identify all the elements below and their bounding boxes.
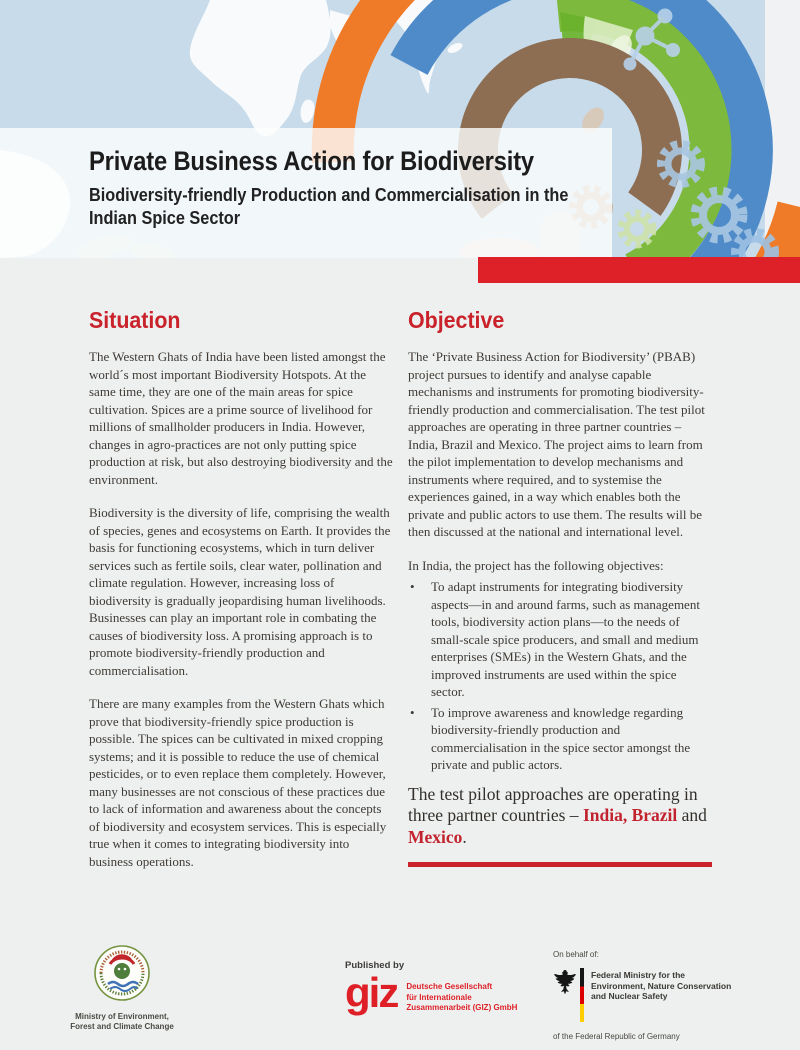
situation-text (89, 348, 393, 870)
objective-bullet-list (408, 578, 712, 774)
section-objective (408, 307, 712, 867)
objective-bullet: • To adapt instruments for integrating biodiversity aspects—in and around farms, such as management tools, biodiversity action plans—to the needs of small-scale spice producers, and small and medium enterprises (SMEs) in the Western Ghats, and the improved instruments are used within the spice sector. (408, 578, 712, 701)
objective-bullet: • To improve awareness and knowledge regarding biodiversity-friendly production and commercialisation in the spice sector amongst the private and public actors. (408, 704, 712, 774)
objective-paragraph: The ‘Private Business Action for Biodiversity’ (PBAB) project pursues to identify and analyse capable mechanisms and instruments for promoting biodiversity-friendly production and commercialisation. The test pilot approaches are operating in three partner countries – India, Brazil and Mexico. The project aims to learn from the pilot implementation to develop mechanisms and instruments where required, and to systemise the experiences gained, in a way which enables both the private and public actors to use them. The results will be then discussed at the national and international level. (408, 349, 705, 539)
footer-publisher-block (345, 960, 517, 1014)
objective-list-intro: In India, the project has the following objectives: (408, 557, 664, 573)
section-situation (89, 307, 393, 886)
accent-red-bar (478, 257, 800, 283)
giz-logo: giz (345, 969, 398, 1016)
situation-paragraph: Biodiversity is the diversity of life, comprising the wealth of species, genes and ecosystems on Earth. It provides the basis for functioning ecosystems, which in turn deliver services such as fertile soils, clear water, pollination and climate regulation. However, increasing loss of biodiversity is gradually jeopardising human livelihoods. Businesses can play an important role in combating the causes of biodiversity loss. A promising approach is to promote biodiversity-friendly production and commercialisation. (89, 505, 391, 678)
objective-text (408, 348, 712, 574)
objective-heading: Objective (408, 307, 505, 333)
page-subtitle (89, 183, 612, 229)
page-title: Private Business Action for Biodiversity (89, 146, 534, 176)
situation-paragraph: There are many examples from the Western Ghats which prove that biodiversity-friendly spice production is possible. The spices can be cultivated in mixed cropping systems; and it is possible to reduce the use of chemical pesticides, or to even replace them completely. However, many businesses are not conscious of these practices due to lack of information and awareness about the concepts of biodiversity and ecosystem services. This is especially true when it comes to integrating biodiversity into business operations. (89, 696, 387, 869)
bmu-subtitle: of the Federal Republic of Germany (553, 1032, 680, 1041)
giz-description: Deutsche Gesellschaft für Internationale Zusammenarbeit (GIZ) GmbH (406, 982, 518, 1012)
federal-eagle-icon (553, 969, 577, 995)
ministry-caption: Ministry of Environment, Forest and Climate Change (70, 1012, 174, 1031)
title-panel (0, 128, 612, 258)
subtitle-line-2: Indian Spice Sector (89, 207, 241, 228)
pull-quote: The test pilot approaches are operating in three partner countries – India, Brazil and Mexico. (408, 783, 707, 847)
published-by-label: Published by (345, 960, 405, 971)
situation-heading: Situation (89, 307, 181, 333)
on-behalf-label: On behalf of: (553, 950, 599, 959)
subtitle-line-1: Biodiversity-friendly Production and Commercialisation in the (89, 184, 569, 205)
footer-ministry-block (36, 944, 208, 1032)
quote-divider-rule (408, 862, 712, 867)
german-flag-bar (580, 968, 584, 1022)
footer-bmu-block (553, 950, 778, 1041)
header-banner (0, 0, 800, 258)
bmu-title: Federal Ministry for the Environment, Nature Conservation and Nuclear Safety (591, 970, 732, 1001)
ministry-emblem (93, 944, 151, 1002)
situation-paragraph: The Western Ghats of India have been listed amongst the world´s most important Biodiversity Hotspots. At the same time, they are one of the main areas for spice cultivation. Spices are a prime source of livelihood for millions of smallholder producers in India. However, changes in agro-practices are not only putting spice production at risk, but also destroying biodiversity and the environment. (89, 349, 393, 487)
gear-icon (621, 213, 653, 245)
